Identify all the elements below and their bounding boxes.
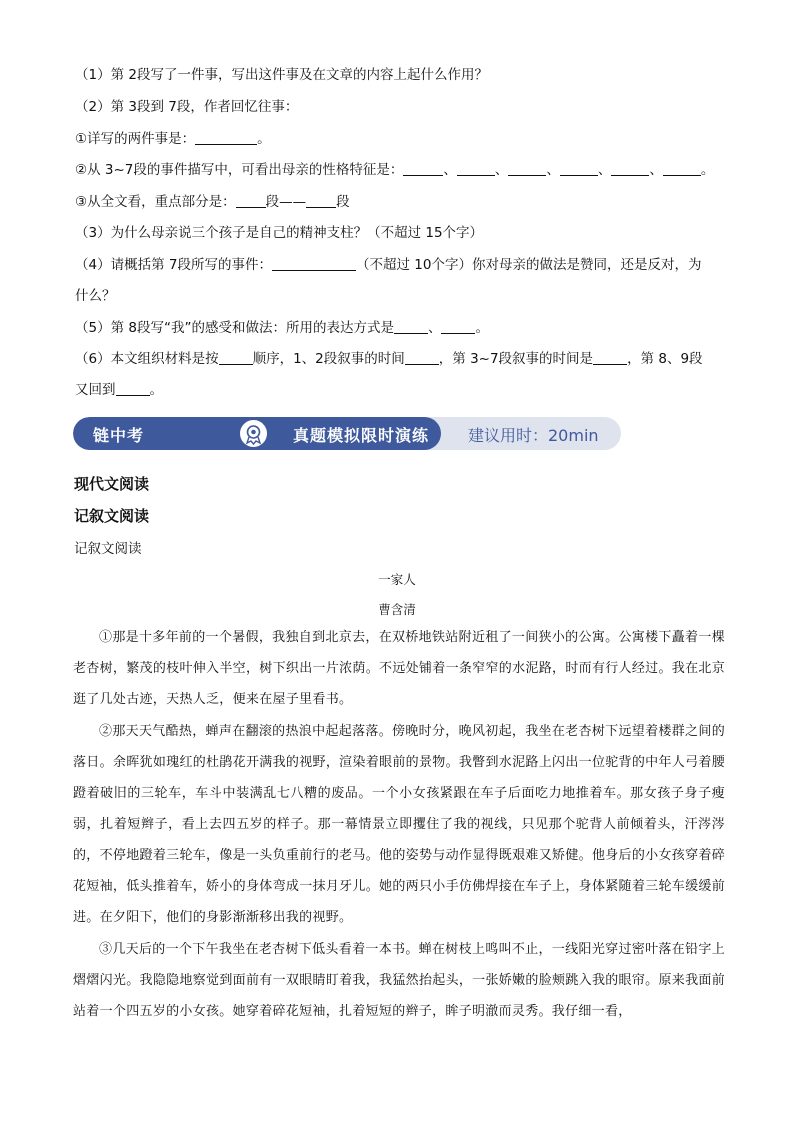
answer-blank[interactable] [457,161,495,176]
question-2a-suffix: 。 [257,131,271,147]
question-4 [75,256,701,274]
question-6-line2-suffix: 。 [149,382,163,398]
answer-blank[interactable] [405,350,439,365]
question-1: （1）第 2段写了一件事，写出这件事及在文章的内容上起什么作用？ [75,67,488,83]
question-5-prefix: （5）第 8段写“我”的感受和做法：所用的表达方式是 [75,320,394,336]
question-4-prefix: （4）请概括第 7段所写的事件： [75,257,272,273]
banner-tag: 链中考 [93,426,145,445]
separator: 、 [649,162,663,178]
answer-blank[interactable] [236,193,266,208]
answer-blank[interactable] [560,161,598,176]
answer-blank[interactable] [403,161,443,176]
question-4-line2: 什么？ [75,288,116,304]
separator: 、 [443,162,457,178]
question-2: （2）第 3段到 7段，作者回忆往事： [75,99,299,115]
question-2b [75,161,714,179]
answer-blank[interactable] [306,193,336,208]
section-subheading: 记叙文阅读 [74,541,142,557]
question-6-part4: ，第 8、9段 [627,351,703,367]
question-6-line2 [75,381,163,399]
question-6 [75,350,703,368]
question-2c [75,193,350,211]
section-heading-narrative: 记叙文阅读 [74,507,150,525]
question-2b-suffix: 。 [700,162,715,178]
answer-blank[interactable] [116,381,150,396]
answer-blank[interactable] [195,130,257,145]
answer-blank[interactable] [611,161,649,176]
medal-icon [238,418,269,449]
exam-practice-banner [73,417,621,450]
answer-blank[interactable] [219,350,253,365]
section-heading-modern: 现代文阅读 [74,475,150,493]
question-2c-mid: 段—— [265,194,307,210]
question-2c-prefix: ③从全文看，重点部分是： [75,194,236,210]
question-6-line2-prefix: 又回到 [75,382,116,398]
question-6-part2: 顺序，1、2段叙事的时间 [252,351,405,367]
article-author: 曹含清 [378,602,416,617]
separator: 、 [546,162,560,178]
separator: 、 [597,162,612,178]
article-paragraph-3: ③几天后的一个下午我坐在老杏树下低头看着一本书。蝉在树枝上鸣叫不止，一线阳光穿过密叶落在铅字上熠熠闪光。我隐隐地察觉到面前有一双眼睛盯着我，我猛然抬起头，一张娇嫩的脸颊跳入我的眼帘。原来我面前站着一个四五岁的小女孩。她穿着碎花短袖，扎着短短的辫子，眸子明澈而灵秀。我仔细一看， [73,942,725,1019]
question-6-part1: （6）本文组织材料是按 [75,351,219,367]
answer-blank[interactable] [441,319,475,334]
answer-blank[interactable] [663,161,701,176]
banner-time: 建议用时：20min [468,426,599,445]
question-2b-prefix: ②从 3~7段的事件描写中，可看出母亲的性格特征是： [75,162,404,178]
separator: 、 [494,162,509,178]
answer-blank[interactable] [593,350,627,365]
article-paragraph-1: ①那是十多年前的一个暑假，我独自到北京去，在双桥地铁站附近租了一间狭小的公寓。公寓楼下矗着一棵老杏树，繁茂的枝叶伸入半空，树下织出一片浓荫。不远处铺着一条窄窄的水泥路，时而有行人经过。我在北京逛了几处古迹，天热人乏，便来在屋子里看书。 [73,630,725,707]
question-3: （3）为什么母亲说三个孩子是自己的精神支柱？（不超过 15个字） [75,225,484,241]
question-2a-prefix: ①详写的两件事是： [75,131,196,147]
question-5-suffix: 。 [475,320,489,336]
banner-title: 真题模拟限时演练 [293,426,430,445]
answer-blank[interactable] [394,319,428,334]
answer-blank[interactable] [272,256,356,271]
article-paragraph-2: ②那天天气酷热，蝉声在翻滚的热浪中起起落落。傍晚时分，晚风初起，我坐在老杏树下远望着楼群之间的落日。余晖犹如瑰红的杜鹃花开满我的视野，渲染着眼前的景物。我瞥到水泥路上闪出一位驼背的中年人弓着腰蹬着破旧的三轮车，车斗中装满乱七八糟的废品。一个小女孩紧跟在车子后面吃力地推着车。那女孩子身子瘦弱，扎着短辫子，看上去四五岁的样子。那一幕情景立即攫住了我的视线，只见那个驼背人前倾着头，汗涔涔的，不停地蹬着三轮车，像是一头负重前行的老马。他的姿势与动作显得既艰难又矫健。他身后的小女孩穿着碎花短袖，低头推着车，娇小的身体弯成一抹月牙儿。她的两只小手仿佛焊接在车子上，身体紧随着三轮车缓缓前进。在夕阳下，他们的身影渐渐移出我的视野。 [73,724,725,925]
separator: 、 [427,320,442,336]
question-2a [75,130,271,148]
article-title: 一家人 [378,572,416,587]
question-4-suffix: （不超过 10个字）你对母亲的做法是赞同，还是反对，为 [355,257,702,273]
question-6-part3: ，第 3~7段叙事的时间是 [438,351,594,367]
answer-blank[interactable] [508,161,546,176]
question-5 [75,319,489,337]
question-2c-end: 段 [336,194,350,210]
